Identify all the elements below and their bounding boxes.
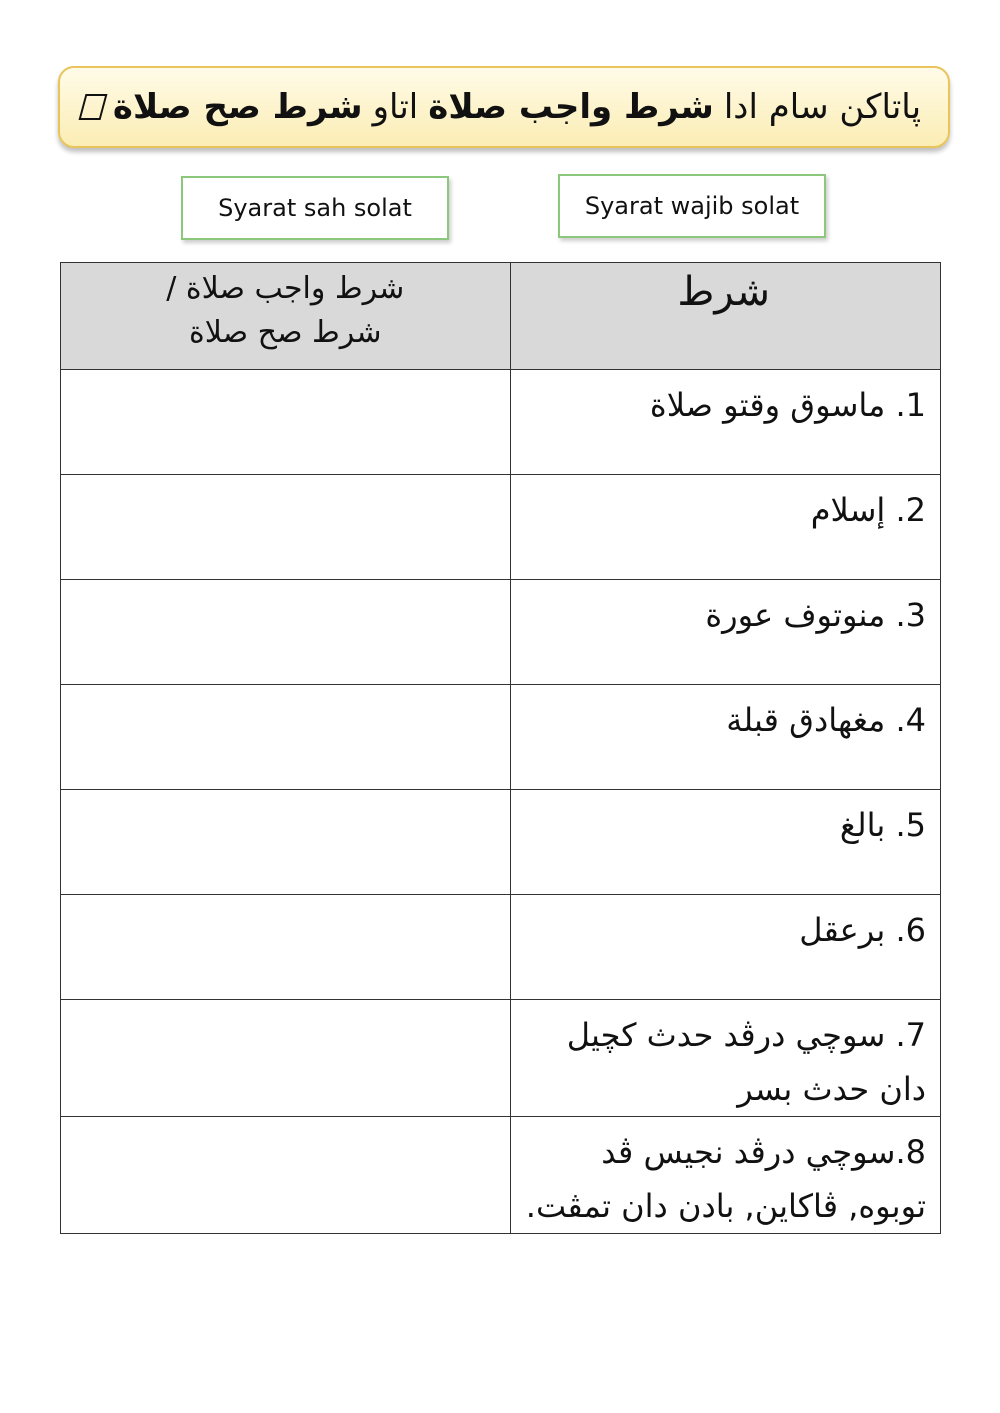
answer-drop-slot[interactable] — [61, 1117, 510, 1233]
table-row — [61, 1117, 941, 1234]
header-condition: شرط — [510, 263, 940, 370]
header-answer-line1: شرط واجب صلاة / — [166, 271, 405, 306]
condition-text: 6. برعقل — [799, 911, 926, 949]
condition-text: 2. إسلام — [810, 491, 926, 529]
table-row — [61, 1000, 941, 1117]
square-outline-icon — [78, 94, 107, 120]
option-card-syarat-wajib[interactable] — [558, 174, 826, 238]
answer-drop-slot[interactable] — [61, 790, 510, 894]
answer-cell[interactable] — [61, 1117, 511, 1234]
table-row — [61, 790, 941, 895]
answer-drop-slot[interactable] — [61, 685, 510, 789]
option-label-syarat-sah: Syarat sah solat — [218, 194, 412, 222]
table-header-row — [61, 263, 941, 370]
table-row — [61, 475, 941, 580]
table-row — [61, 895, 941, 1000]
condition-cell — [510, 1117, 940, 1234]
title-part2: شرط واجب صلاة — [428, 87, 714, 127]
answer-cell[interactable] — [61, 475, 511, 580]
condition-text: 7. سوچي درڤد حدث کچيل دان حدث بسر — [566, 1016, 926, 1108]
answer-drop-slot[interactable] — [61, 895, 510, 999]
condition-cell — [510, 790, 940, 895]
title-part1: پاتاکن سام ادا — [723, 87, 922, 127]
condition-text: 4. مغهادق قبلة — [726, 701, 926, 739]
title-part3: اتاو — [372, 87, 419, 127]
conditions-table — [60, 262, 941, 1234]
header-answer — [61, 263, 511, 370]
answer-cell[interactable] — [61, 580, 511, 685]
answer-cell[interactable] — [61, 370, 511, 475]
table-row — [61, 685, 941, 790]
condition-text: 1. ماسوق وقتو صلاة — [649, 386, 926, 424]
header-answer-line2: شرط صح صلاة — [189, 315, 382, 350]
condition-text: 3. منوتوف عورة — [705, 596, 926, 634]
condition-cell — [510, 370, 940, 475]
option-label-syarat-wajib: Syarat wajib solat — [584, 192, 800, 220]
answer-drop-slot[interactable] — [61, 580, 510, 684]
title-banner — [58, 66, 950, 148]
answer-cell[interactable] — [61, 685, 511, 790]
condition-cell — [510, 475, 940, 580]
condition-cell — [510, 895, 940, 1000]
option-card-syarat-sah[interactable] — [181, 176, 449, 240]
condition-text: 5. بالغ — [839, 806, 926, 844]
condition-cell — [510, 685, 940, 790]
condition-text: 8.سوچي درڤد نجيس ڤد توبوه, ڤاکاين, بادن دان تمڤت. — [525, 1133, 926, 1225]
answer-cell[interactable] — [61, 1000, 511, 1117]
answer-drop-slot[interactable] — [61, 1000, 510, 1116]
condition-cell — [510, 580, 940, 685]
answer-cell[interactable] — [61, 790, 511, 895]
answer-cell[interactable] — [61, 895, 511, 1000]
table-row — [61, 580, 941, 685]
title-part4: شرط صح صلاة — [112, 87, 363, 127]
answer-drop-slot[interactable] — [61, 475, 510, 579]
condition-cell — [510, 1000, 940, 1117]
table-row — [61, 370, 941, 475]
answer-drop-slot[interactable] — [61, 370, 510, 474]
